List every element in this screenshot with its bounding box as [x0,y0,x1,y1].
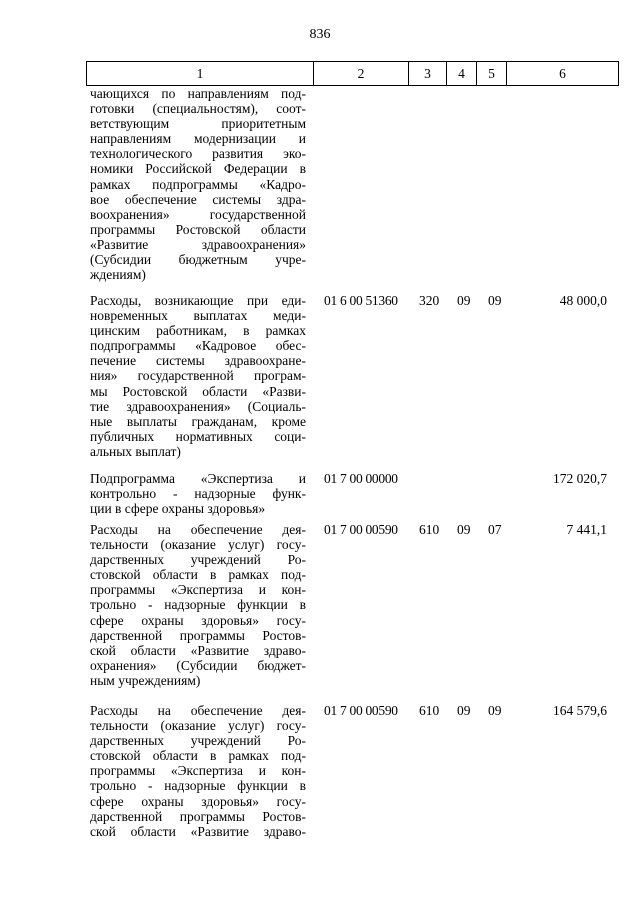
row-amount: 164 579,6 [553,703,607,718]
description-line: охранения» (Субсидии бюджет- [90,657,306,673]
description-line: программы «Экспертиза и кон- [90,763,306,779]
description-line: сфере охраны здоровья» госу- [90,793,306,809]
description-line: Расходы на обеспечение дея- [90,522,306,537]
description-line: ветствующим приоритетным [90,116,306,132]
description-line: Расходы на обеспечение дея- [90,703,306,718]
row-description [90,293,306,459]
description-line: альных выплат) [90,443,181,459]
description-line: сфере охраны здоровья» госу- [90,612,306,628]
description-line: стовской области в рамках под- [90,567,306,583]
description-line: трольно - надзорные функции в [90,778,306,794]
row-expense-type: 320 [419,293,440,308]
header-col-2: 2 [314,62,409,85]
description-line: дарственных учреждений Ро- [90,733,306,749]
row-description [90,471,306,516]
description-line: публичных нормативных соци- [90,428,306,444]
row-amount: 48 000,0 [559,293,607,308]
description-line: мы Ростовской области «Разви- [90,383,306,399]
description-line: стовской области в рамках под- [90,748,306,764]
description-line: ской области «Развитие здраво- [90,823,306,839]
row-code: 01 7 00 00590 [324,703,398,718]
description-line: ные выплаты гражданам, кроме [90,413,306,429]
row-code: 01 6 00 51360 [324,293,398,308]
description-line: программы «Экспертиза и кон- [90,582,306,598]
description-line: номики Российской Федерации в [90,161,306,177]
row-subsection: 09 [488,703,502,718]
description-line: вое обеспечение системы здра- [90,191,306,207]
description-line: программы Ростовской области [90,221,306,237]
description-line: дарственной программы Ростов- [90,627,306,643]
row-description [90,86,306,282]
description-line: трольно - надзорные функции в [90,597,306,613]
description-line: чающихся по направлениям под- [90,86,306,101]
table-header [86,61,619,86]
description-line: готовки (специальностям), соот- [90,101,306,117]
description-line: ным учреждениям) [90,672,201,688]
description-line: ния» государственной програм- [90,368,306,384]
description-line: Расходы, возникающие при еди- [90,293,306,308]
description-line: (Субсидии бюджетным учре- [90,252,306,268]
description-line: ждениям) [90,267,146,283]
description-line: новременных выплатах меди- [90,308,306,324]
row-subsection: 07 [488,522,502,537]
header-col-4: 4 [447,62,477,85]
row-section: 09 [457,293,471,308]
page-number: 836 [309,27,331,42]
row-section: 09 [457,703,471,718]
description-line: технологического развития эко- [90,146,306,162]
description-line: рамках подпрограммы «Кадро- [90,176,306,192]
description-line: «Развитие здравоохранения» [90,236,306,252]
row-expense-type: 610 [419,522,440,537]
row-amount: 172 020,7 [553,471,607,486]
row-subsection: 09 [488,293,502,308]
description-line: ции в сфере охраны здоровья» [90,501,266,517]
description-line: контрольно - надзорные функ- [90,486,306,502]
row-code: 01 7 00 00000 [324,471,398,486]
row-section: 09 [457,522,471,537]
description-line: цинским работникам, в рамках [90,323,306,339]
row-description [90,703,306,839]
description-line: ской области «Развитие здраво- [90,642,306,658]
header-col-1: 1 [87,62,314,85]
description-line: тельности (оказание услуг) госу- [90,718,306,734]
row-code: 01 7 00 00590 [324,522,398,537]
description-line: печение системы здравоохране- [90,353,306,369]
row-expense-type: 610 [419,703,440,718]
header-col-3: 3 [409,62,447,85]
description-line: тельности (оказание услуг) госу- [90,537,306,553]
description-line: Подпрограмма «Экспертиза и [90,471,306,486]
header-col-6: 6 [559,66,566,81]
row-description [90,522,306,688]
description-line: подпрограммы «Кадровое обес- [90,338,306,354]
description-line: направлениям модернизации и [90,131,306,147]
description-line: воохранения» государственной [90,206,306,222]
description-line: дарственной программы Ростов- [90,808,306,824]
header-col-5: 5 [477,62,507,85]
description-line: дарственных учреждений Ро- [90,552,306,568]
row-amount: 7 441,1 [566,522,607,537]
description-line: тие здравоохранения» (Социаль- [90,398,306,414]
